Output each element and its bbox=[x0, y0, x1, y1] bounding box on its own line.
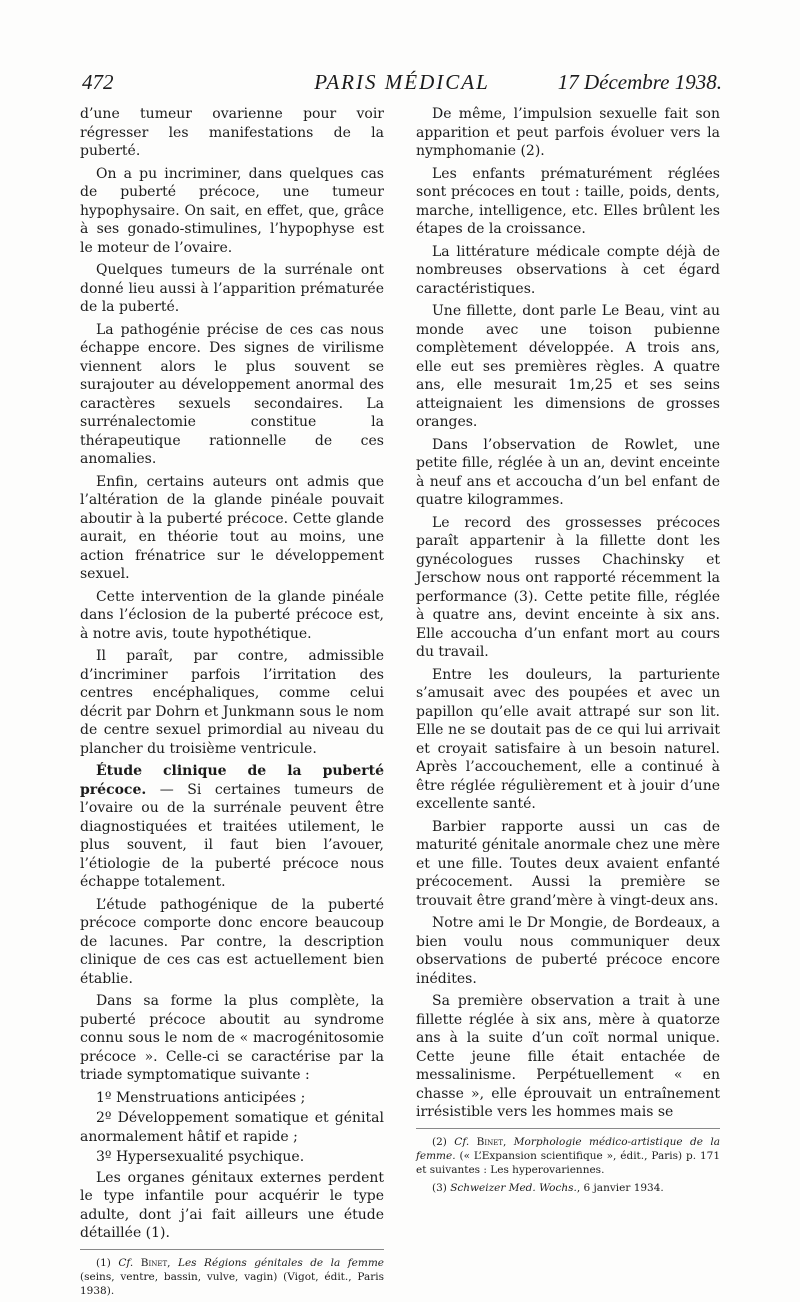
list-item: 3º Hypersexualité psychique. bbox=[96, 1149, 305, 1165]
paragraph: Barbier rapporte aussi un cas de maturité génitale anormale chez une mère et une fille. Toutes deux avaient enfanté précocement. Aussi la première se trouvait être grand’mère à vingt-deux ans. bbox=[416, 818, 720, 909]
footnote-2: (2) Cf. Binet, Morphologie médico-artistique de la femme. (« L’Expansion scientifique », édit., Paris) p. 171 et suivantes : Les hyperovariennes. bbox=[416, 1135, 720, 1176]
paragraph: Les organes génitaux externes perdent le type infantile pour acquérir le type adulte, dont j’ai fait ailleurs une étude détaillée (1). bbox=[80, 1169, 384, 1241]
footnote-3: (3) Schweizer Med. Wochs., 6 janvier 1934. bbox=[432, 1181, 664, 1194]
paragraph: La littérature médicale compte déjà de nombreuses observations à cet égard caractéristiques. bbox=[416, 243, 720, 297]
paragraph: Quelques tumeurs de la surrénale ont donné lieu aussi à l’apparition prématurée de la puberté. bbox=[80, 262, 384, 315]
paragraph: Cette intervention de la glande pinéale dans l’éclosion de la puberté précoce est, à notre avis, toute hypothétique. bbox=[80, 588, 384, 642]
running-header bbox=[82, 70, 722, 100]
left-column bbox=[80, 105, 384, 1302]
paragraph: d’une tumeur ovarienne pour voir régresser les manifestations de la puberté. bbox=[80, 106, 384, 159]
paragraph: Il paraît, par contre, admissible d’incriminer parfois l’irritation des centres encéphaliques, comme celui décrit par Dohrn et Junkmann sous le nom de centre sexuel primordial au niveau du plancher du troisième ventricule. bbox=[80, 648, 384, 757]
footnote-1: (1) Cf. Binet, Les Régions génitales de la femme (seins, ventre, bassin, vulve, vagin) (Vigot, édit., Paris 1938). bbox=[80, 1256, 384, 1297]
paragraph: Enfin, certains auteurs ont admis que l’altération de la glande pinéale pouvait aboutir à la puberté précoce. Cette glande aurait, en théorie tout au moins, une action frénatrice sur le développement sexuel. bbox=[80, 473, 384, 582]
paragraph: Une fillette, dont parle Le Beau, vint au monde avec une toison pubienne complètement développée. A trois ans, elle eut ses premières règles. A quatre ans, elle mesurait 1m,25 et ses seins atteignaient les dimensions de grosses oranges. bbox=[416, 303, 720, 430]
section-heading: Étude clinique de la puberté précoce. bbox=[80, 763, 384, 798]
page-number: 472 bbox=[82, 70, 114, 94]
paragraph: Dans sa forme la plus complète, la puberté précoce aboutit au syndrome connu sous le nom de « macrogénitosomie précoce ». Celle-ci se caractérise par la triade symptomatique suivante : bbox=[80, 993, 384, 1083]
right-column bbox=[416, 105, 720, 1199]
issue-date: 17 Décembre 1938. bbox=[557, 70, 722, 94]
paragraph: Sa première observation a trait à une fillette réglée à six ans, mère à quatorze ans à la suite d’un coït normal unique. Cette jeune fille était entachée de messalinisme. Perpétuellement « en chasse », elle éprouvait un entraînement irrésistible vers les hommes mais se bbox=[416, 993, 720, 1120]
paragraph: Le record des grossesses précoces paraît appartenir à la fillette dont les gynécologues russes Chachinsky et Jerschow nous ont rapporté récemment la performance (3). Cette petite fille, réglée à quatre ans, devint enceinte à six ans. Elle accoucha d’un enfant mort au cours du travail. bbox=[416, 514, 720, 660]
paragraph: De même, l’impulsion sexuelle fait son apparition et peut parfois évoluer vers la nymphomanie (2). bbox=[416, 106, 720, 159]
section-paragraph bbox=[80, 762, 384, 892]
paragraph: L’étude pathogénique de la puberté précoce comporte donc encore beaucoup de lacunes. Par contre, la description clinique de ces cas est actuellement bien établie. bbox=[80, 896, 384, 987]
paragraph: Entre les douleurs, la parturiente s’amusait avec des poupées et avec un papillon qu’elle avait attrapé sur son lit. Elle ne se doutait pas de ce qui lui arrivait et croyait satisfaire à un besoin naturel. Après l’accouchement, elle a continué à être réglée régulièrement et à jouir d’une excellente santé. bbox=[416, 666, 720, 812]
list-item: 2º Développement somatique et génital anormalement hâtif et rapide ; bbox=[80, 1110, 384, 1145]
paragraph: Dans l’observation de Rowlet, une petite fille, réglée à un an, devint enceinte à neuf ans et accoucha d’un bel enfant de quatre kilogrammes. bbox=[416, 436, 720, 508]
paragraph: La pathogénie précise de ces cas nous échappe encore. Des signes de virilisme viennent alors le plus souvent se surajouter au développement anormal des caractères sexuels secondaires. La surrénalectomie constitue la thérapeutique rationnelle de ces anomalies. bbox=[80, 321, 384, 467]
footnote-rule bbox=[416, 1128, 720, 1129]
paragraph: On a pu incriminer, dans quelques cas de puberté précoce, une tumeur hypophysaire. On sait, en effet, que, grâce à ses gonado-stimulines, l’hypophyse est le moteur de l’ovaire. bbox=[80, 165, 384, 256]
list-item: 1º Menstruations anticipées ; bbox=[96, 1089, 306, 1106]
paragraph: Notre ami le Dr Mongie, de Bordeaux, a bien voulu nous communiquer deux observations de puberté précoce encore inédites. bbox=[416, 915, 720, 987]
paragraph-text: — Si certaines tumeurs de l’ovaire ou de la surrénale peuvent être diagnostiquées et traitées utilement, le plus souvent, il faut bien l’avouer, l’étiologie de la puberté précoce nous échappe totalement. bbox=[80, 781, 384, 890]
paragraph: Les enfants prématurément réglées sont précoces en tout : taille, poids, dents, marche, intelligence, etc. Elles brûlent les étapes de la croissance. bbox=[416, 165, 720, 237]
journal-title: PARIS MÉDICAL bbox=[314, 70, 490, 94]
footnote-rule bbox=[80, 1249, 384, 1250]
